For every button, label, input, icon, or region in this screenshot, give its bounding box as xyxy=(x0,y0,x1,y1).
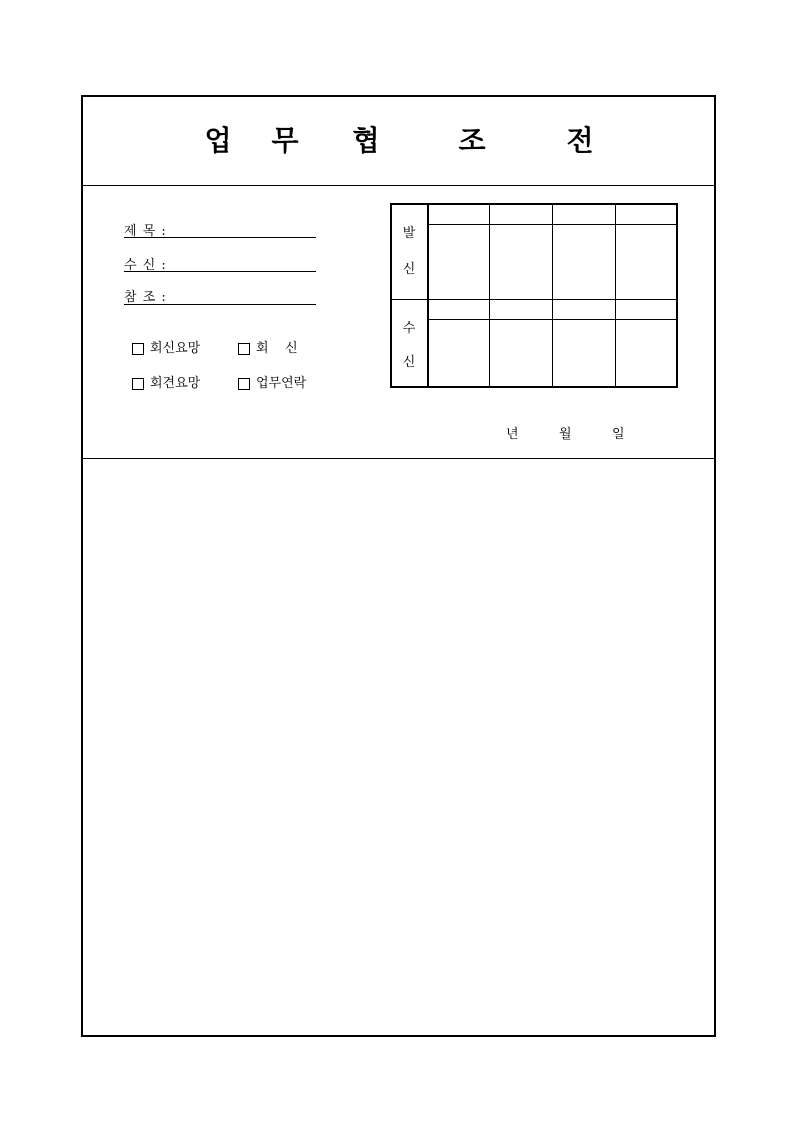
title-char-3: 협 xyxy=(352,124,380,157)
approval-table xyxy=(390,203,678,388)
date-day-label: 일 xyxy=(612,427,625,442)
body-content-area[interactable] xyxy=(83,459,714,1033)
recipient-label: 수 신 : xyxy=(124,258,167,273)
sender-char-2: 신 xyxy=(402,262,416,277)
subject-input-line[interactable] xyxy=(124,237,316,238)
recipient-input-line[interactable] xyxy=(124,271,316,272)
approval-sender-header-line xyxy=(427,224,676,225)
sender-char-1: 발 xyxy=(402,226,416,241)
receiver-char-1: 수 xyxy=(402,321,416,336)
checkbox-business-contact[interactable] xyxy=(238,376,306,392)
checkbox-square-icon[interactable] xyxy=(238,378,250,390)
checkbox-label: 회신요망 xyxy=(150,341,201,356)
date-month-label: 월 xyxy=(559,427,572,442)
reference-input-line[interactable] xyxy=(124,304,316,305)
checkbox-opinion-requested[interactable] xyxy=(132,376,200,392)
approval-receiver-header-line xyxy=(427,319,676,320)
checkbox-label: 회 신 xyxy=(256,341,298,356)
checkbox-reply[interactable] xyxy=(238,341,298,357)
approval-col-divider xyxy=(615,205,616,386)
checkbox-square-icon[interactable] xyxy=(132,343,144,355)
title-char-5: 전 xyxy=(566,124,594,157)
checkbox-square-icon[interactable] xyxy=(132,378,144,390)
approval-section-divider xyxy=(392,299,676,300)
reference-label: 참 조 : xyxy=(124,290,167,305)
title-divider xyxy=(83,185,714,186)
checkbox-square-icon[interactable] xyxy=(238,343,250,355)
title-char-1: 업 xyxy=(204,124,232,157)
approval-col-divider xyxy=(489,205,490,386)
date-year-label: 년 xyxy=(506,427,519,442)
approval-col-divider xyxy=(552,205,553,386)
checkbox-reply-requested[interactable] xyxy=(132,341,200,357)
form-title xyxy=(83,97,714,185)
title-char-4: 조 xyxy=(458,124,486,157)
receiver-char-2: 신 xyxy=(402,355,416,370)
title-char-2: 무 xyxy=(271,124,299,157)
form-frame xyxy=(81,95,716,1037)
subject-label: 제 목 : xyxy=(124,224,167,239)
approval-side-divider xyxy=(427,205,429,386)
checkbox-label: 회견요망 xyxy=(150,376,201,391)
checkbox-label: 업무연락 xyxy=(256,376,307,391)
